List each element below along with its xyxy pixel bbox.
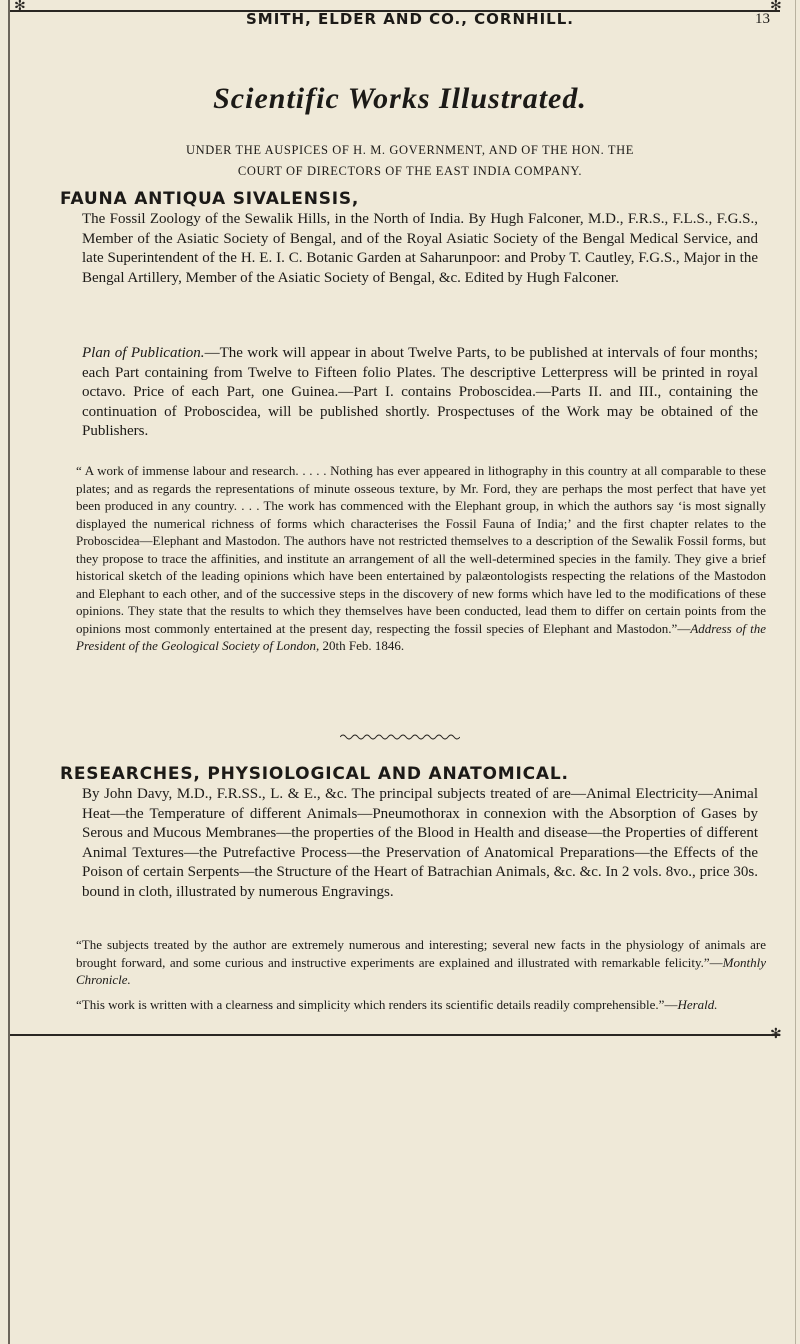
plan-text: —The work will appear in about Twelve Parts, to be published at intervals of four months; each Part containing from Twelve to Fifteen folio Plates. The descriptive Letterpress will be printed in royal octavo. Price of each Part, one Guinea.—Part I. contains Proboscidea.—Parts II. and III., containing the continuation of Proboscidea, will be published shortly. Prospectuses of the Work may be obtained of the Publishers.: [82, 345, 758, 439]
review-2-source: Herald.: [677, 997, 718, 1012]
fauna-quote: [76, 462, 766, 655]
fauna-description: The Fossil Zoology of the Sewalik Hills, in the North of India. By Hugh Falconer, M.D., F.R.S., F.L.S., F.G.S., Member of the Asiatic Society of Bengal, and of the Royal Asiatic Society of the Bengal Medical Service, and late Superintendent of the H. E. I. C. Botanic Garden at Saharunpoor: and Proby T. Cautley, F.G.S., Major in the Bengal Artillery, Member of the Asiatic Society of Bengal, &c. Edited by Hugh Falconer.: [82, 211, 758, 286]
page-edge-right: [795, 0, 796, 1344]
review-1-source: Monthly Chronicle.: [76, 954, 766, 987]
review-2-text: “This work is written with a clearness and simplicity which renders its scientific details readily comprehensible.”—: [76, 997, 678, 1012]
review-herald: [76, 996, 766, 1014]
fauna-plan: [82, 344, 758, 442]
researches-description: By John Davy, M.D., F.R.SS., L. & E., &c. The principal subjects treated of are—Animal Electricity—Animal Heat—the Temperature of different Animals—Pneumothorax in connexion with the Absorption of Gases by Serous and Mucous Membranes—the properties of the Blood in Health and disease—the Properties of different Animal Textures—the Putrefactive Process—the Preservation of Anatomical Preparations—the Effects of the Poison of certain Serpents—the Structure of the Heart of Batrachian Animals, &c. &c. In 2 vols. 8vo., price 30s. bound in cloth, illustrated by numerous Engravings.: [82, 786, 758, 900]
researches-heading: RESEARCHES, PHYSIOLOGICAL AND ANATOMICAL.: [60, 764, 569, 784]
plan-label: Plan of Publication.: [82, 345, 205, 361]
quote-source: Address of the President of the Geological Society of London,: [76, 620, 767, 653]
ornament-icon: ✻: [14, 0, 26, 14]
page-edge-left: [8, 0, 10, 1344]
bottom-rule: [10, 1034, 780, 1036]
running-header: SMITH, ELDER AND CO., CORNHILL.: [246, 10, 574, 28]
quote-date: 20th Feb. 1846.: [322, 638, 405, 653]
quote-text: “ A work of immense labour and research. . . . . Nothing has ever appeared in lithography in this country at all comparable to these plates; and as regards the representations of minute osseous texture, by Mr. Ford, they are perhaps the most perfect that have yet been produced in any country. . . . The work has commenced with the Elephant group, in which the authors say ‘is most signally displayed the numerical richness of forms which characterises the Fossil Fauna of India;’ and the first chapter relates to the Proboscidea—Elephant and Mastodon. The authors have not restricted themselves to a description of the Sewalik Fossil forms, but they propose to trace the affinities, and institute an arrangement of all the well-determined species in the family. They give a brief historical sketch of the leading opinions which have been entertained by palæontologists respecting the relations of the Mastodon and Elephant to each other, and of the successive steps in the discovery of new forms which have led to the modifications of these opinions. They state that the results to which they themselves have been conducted, lead them to differ on certain points from the opinions most commonly entertained at the present day, respecting the fossil species of Elephant and Mastodon.”—: [76, 463, 766, 636]
review-monthly-chronicle: [76, 936, 766, 989]
auspices-line-1: UNDER THE AUSPICES OF H. M. GOVERNMENT, AND OF THE HON. THE: [185, 143, 635, 157]
auspices-line-2: COURT OF DIRECTORS OF THE EAST INDIA COMPANY.: [237, 164, 583, 178]
ornament-icon: ✻: [770, 0, 782, 14]
review-1-text: “The subjects treated by the author are extremely numerous and interesting; several new facts in the physiology of animals are brought forward, and some curious and instructive experiments are explained and illustrated with remarkable felicity.”—: [76, 937, 766, 970]
fauna-heading: FAUNA ANTIQUA SIVALENSIS,: [60, 189, 360, 209]
ornament-icon: ✻: [770, 1027, 782, 1042]
page-number: 13: [755, 11, 770, 27]
auspices-notice: [60, 140, 760, 182]
page-title: Scientific Works Illustrated.: [213, 82, 587, 115]
section-divider: [340, 733, 460, 741]
